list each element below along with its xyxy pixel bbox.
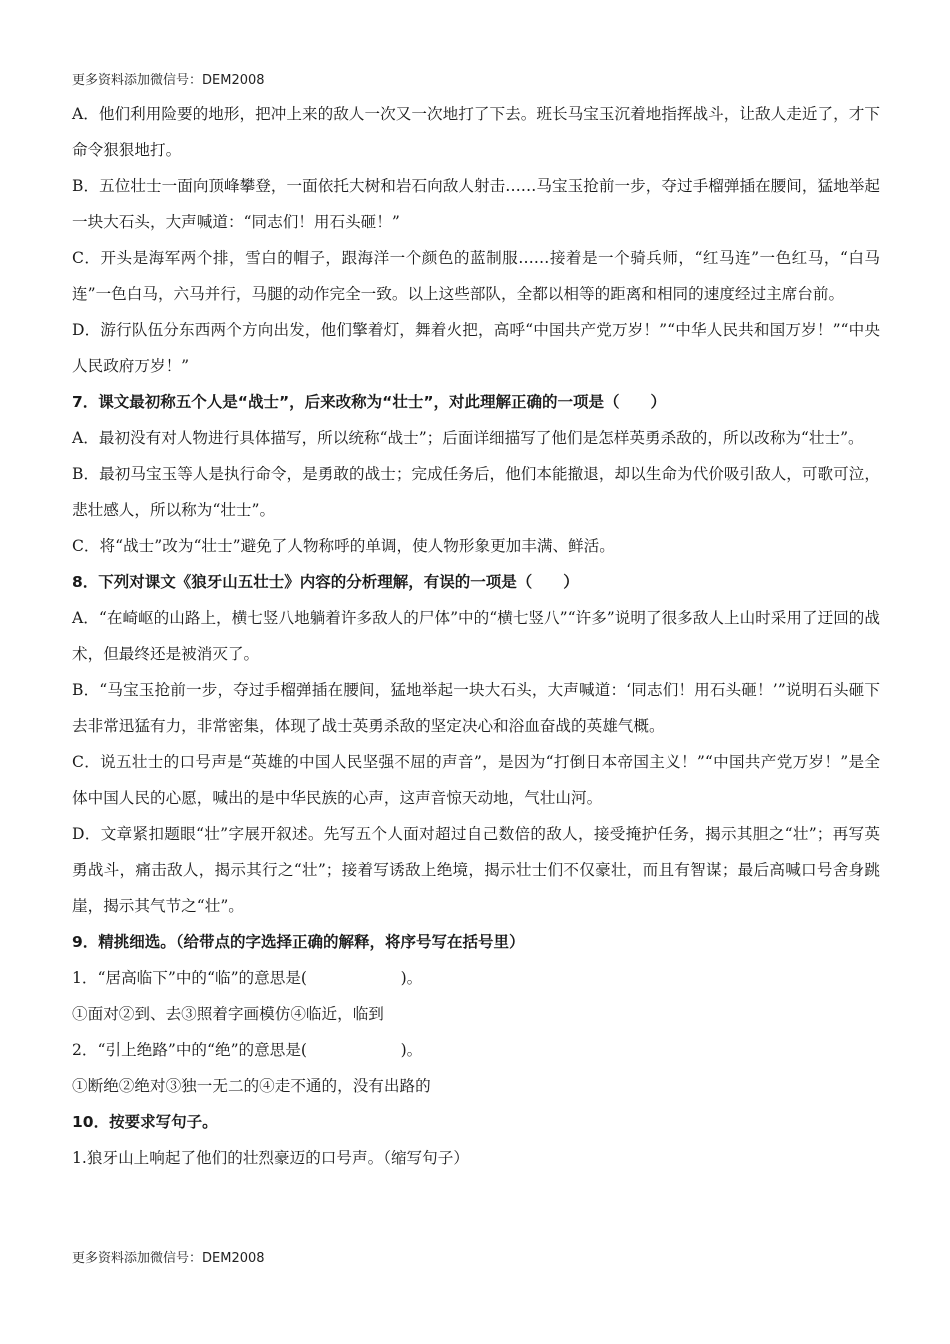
q9-title: 9．精挑细选。（给带点的字选择正确的解释，将序号写在括号里） xyxy=(72,933,525,951)
page-content xyxy=(72,96,880,1176)
q8-option-c: C．说五壮士的口号声是“英雄的中国人民坚强不屈的声音”，是因为“打倒日本帝国主义！”“中国共产党万岁！”是全体中国人民的心愿，喊出的是中华民族的心声，这声音惊天动地，气壮山河。 xyxy=(72,753,880,807)
q7-option-b: B．最初马宝玉等人是执行命令，是勇敢的战士；完成任务后，他们本能撤退，却以生命为代价吸引敌人，可歌可泣，悲壮感人，所以称为“壮士”。 xyxy=(72,465,880,519)
q9-item-1-choices: ①面对②到、去③照着字画模仿④临近，临到 xyxy=(72,1005,384,1023)
q8-option-b: B．“马宝玉抢前一步，夺过手榴弹插在腰间，猛地举起一块大石头，大声喊道：‘同志们！用石头砸！’”说明石头砸下去非常迅猛有力，非常密集，体现了战士英勇杀敌的坚定决心和浴血奋战的英雄气概。 xyxy=(72,681,880,735)
q9-item-2-choices: ①断绝②绝对③独一无二的④走不通的，没有出路的 xyxy=(72,1077,431,1095)
q7-option-a: A．最初没有对人物进行具体描写，所以统称“战士”；后面详细描写了他们是怎样英勇杀敌的，所以改称为“壮士”。 xyxy=(72,429,864,447)
q6-option-d: D．游行队伍分东西两个方向出发，他们擎着灯，舞着火把，高呼“中国共产党万岁！”“中华人民共和国万岁！”“中央人民政府万岁！” xyxy=(72,321,880,375)
q6-option-a: A．他们利用险要的地形，把冲上来的敌人一次又一次地打了下去。班长马宝玉沉着地指挥战斗，让敌人走近了，才下命令狠狠地打。 xyxy=(72,105,880,159)
q7-option-c: C．将“战士”改为“壮士”避免了人物称呼的单调，使人物形象更加丰满、鲜活。 xyxy=(72,537,615,555)
page-header: 更多资料添加微信号：DEM2008 xyxy=(72,73,265,88)
q10-title: 10．按要求写句子。 xyxy=(72,1113,218,1131)
q8-option-d: D．文章紧扣题眼“壮”字展开叙述。先写五个人面对超过自己数倍的敌人，接受掩护任务，揭示其胆之“壮”；再写英勇战斗，痛击敌人，揭示其行之“壮”；接着写诱敌上绝境，揭示壮士们不仅豪壮，而且有智谋；最后高喊口号舍身跳崖，揭示其气节之“壮”。 xyxy=(72,825,880,915)
q10-item-1: 1.狼牙山上响起了他们的壮烈豪迈的口号声。（缩写句子） xyxy=(72,1149,469,1167)
q6-option-c: C．开头是海军两个排，雪白的帽子，跟海洋一个颜色的蓝制服……接着是一个骑兵师，“红马连”一色红马，“白马连”一色白马，六马并行，马腿的动作完全一致。以上这些部队，全都以相等的距离和相同的速度经过主席台前。 xyxy=(72,249,880,303)
q8-option-a: A．“在崎岖的山路上，横七竖八地躺着许多敌人的尸体”中的“横七竖八”“许多”说明了很多敌人上山时采用了迂回的战术，但最终还是被消灭了。 xyxy=(72,609,880,663)
q7-title: 7．课文最初称五个人是“战士”，后来改称为“壮士”，对此理解正确的一项是（ ） xyxy=(72,393,667,411)
page-footer: 更多资料添加微信号：DEM2008 xyxy=(72,1251,265,1266)
q8-title: 8．下列对课文《狼牙山五壮士》内容的分析理解，有误的一项是（ ） xyxy=(72,573,579,591)
q9-item-1: 1．“居高临下”中的“临”的意思是( )。 xyxy=(72,969,423,987)
q9-item-2: 2．“引上绝路”中的“绝”的意思是( )。 xyxy=(72,1041,423,1059)
q6-option-b: B．五位壮士一面向顶峰攀登，一面依托大树和岩石向敌人射击……马宝玉抢前一步，夺过手榴弹插在腰间，猛地举起一块大石头，大声喊道：“同志们！用石头砸！” xyxy=(72,177,880,231)
